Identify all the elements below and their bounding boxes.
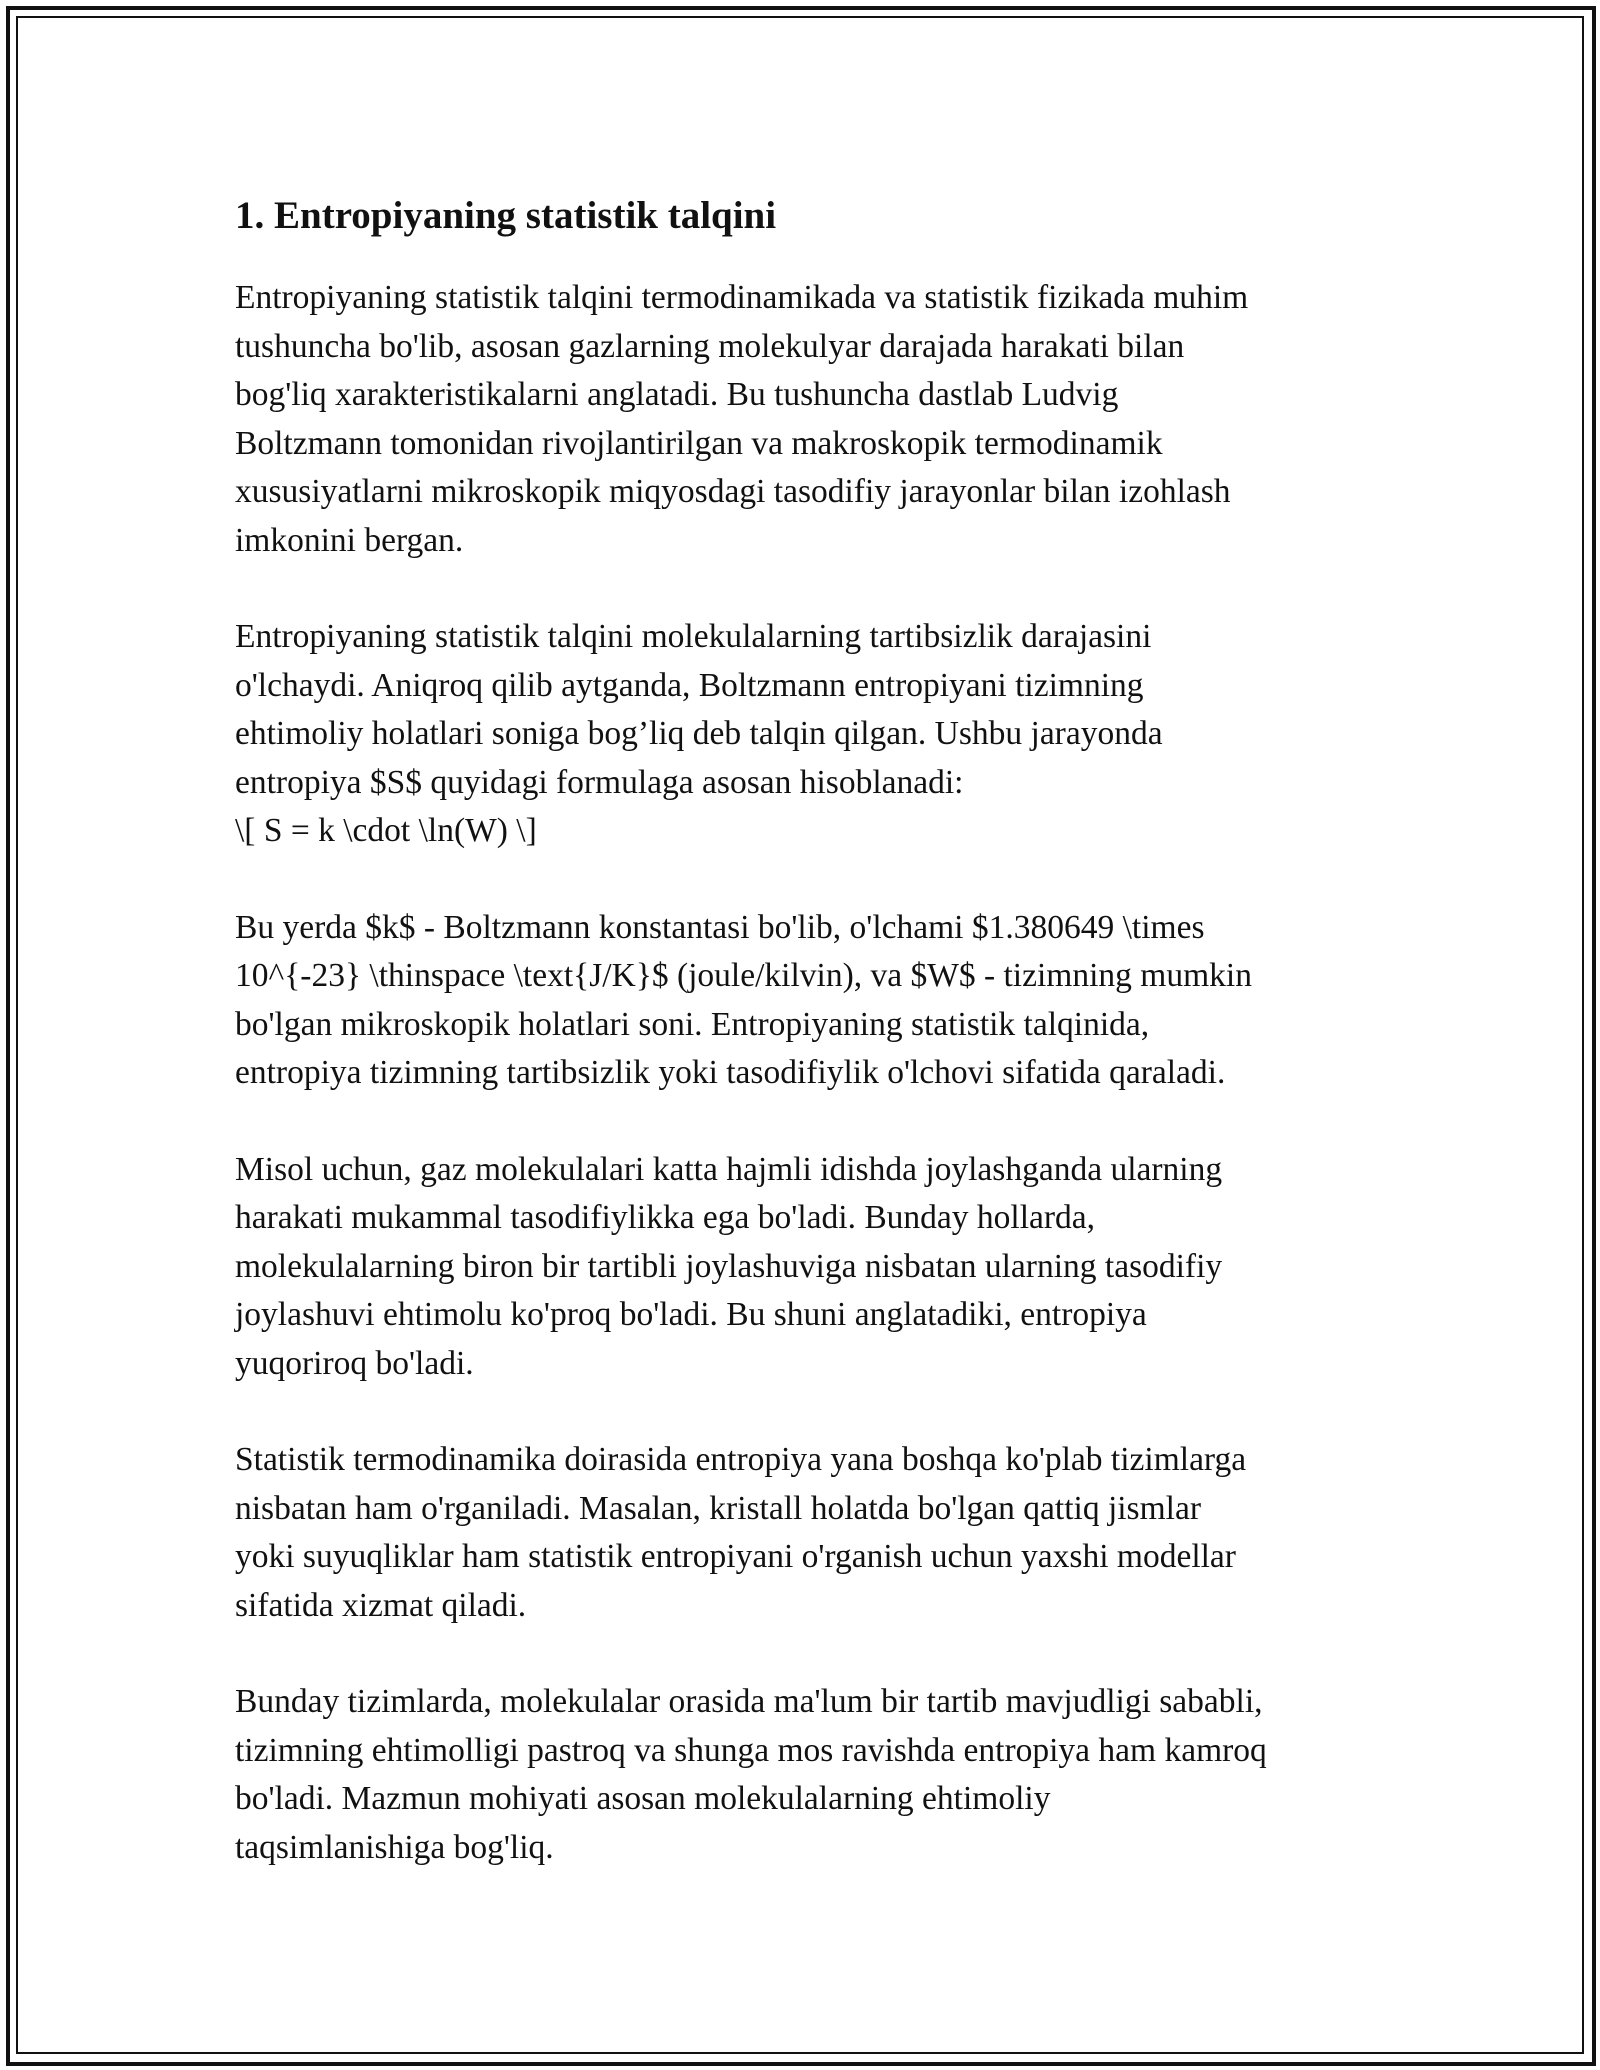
paragraph-gas-example: Misol uchun, gaz molekulalari katta hajmli idishda joylashganda ularning harakati mukammal tasodifiylikka ega bo'ladi. Bunday hollarda, molekulalarning biron bir tartibli joylashuviga nisbatan ularning tasodifiy joylashuvi ehtimolu ko'proq bo'ladi. Bu shuni anglatadiki, entropiya yuqoriroq bo'ladi. <box>235 1150 1223 1382</box>
paragraph-constant-definition: Bu yerda $k$ - Boltzmann konstantasi bo'lib, o'lchami $1.380649 \times 10^{-23} \thinspace \text{J/K}$ (joule/kilvin), va $W$ - tizimning mumkin bo'lgan mikroskopik holatlari soni. Entropiyaning statistik talqinida, entropiya tizimning tartibsizlik yoki tasodifiylik o'lchovi sifatida qaraladi. <box>235 908 1252 1091</box>
paragraph-statistical-thermodynamics: Statistik termodinamika doirasida entropiya yana boshqa ko'plab tizimlarga nisbatan ham o'rganiladi. Masalan, kristall holatda bo'lgan qattiq jismlar yoki suyuqliklar ham statistik entropiyani o'rganish uchun yaxshi modellar sifatida xizmat qiladi. <box>235 1441 1247 1624</box>
paragraph-boltzmann-formula: Entropiyaning statistik talqini molekulalarning tartibsizlik darajasini o'lchaydi. Aniqroq qilib aytganda, Boltzmann entropiyani tizimning ehtimoliy holatlari soniga bog’liq deb talqin qilgan. Ushbu jarayonda entropiya $S$ quyidagi formulaga asosan hisoblanadi: \[ S = k \cdot \ln(W) \] <box>235 618 1163 849</box>
section-heading: 1. Entropiyaning statistik talqini <box>235 194 777 237</box>
document-body <box>235 188 1375 1920</box>
paragraph-conclusion: Bunday tizimlarda, molekulalar orasida ma'lum bir tartib mavjudligi sababli, tizimning ehtimolligi pastroq va shunga mos ravishda entropiya ham kamroq bo'ladi. Mazmun mohiyati asosan molekulalarning ehtimoliy taqsimlanishiga bog'liq. <box>235 1683 1267 1866</box>
paragraph-intro: Entropiyaning statistik talqini termodinamikada va statistik fizikada muhim tushuncha bo'lib, asosan gazlarning molekulyar darajada harakati bilan bog'liq xarakteristikalarni anglatadi. Bu tushuncha dastlab Ludvig Boltzmann tomonidan rivojlantirilgan va makroskopik termodinamik xususiyatlarni mikroskopik miqyosdagi tasodifiy jarayonlar bilan izohlash imkonini bergan. <box>235 279 1249 559</box>
